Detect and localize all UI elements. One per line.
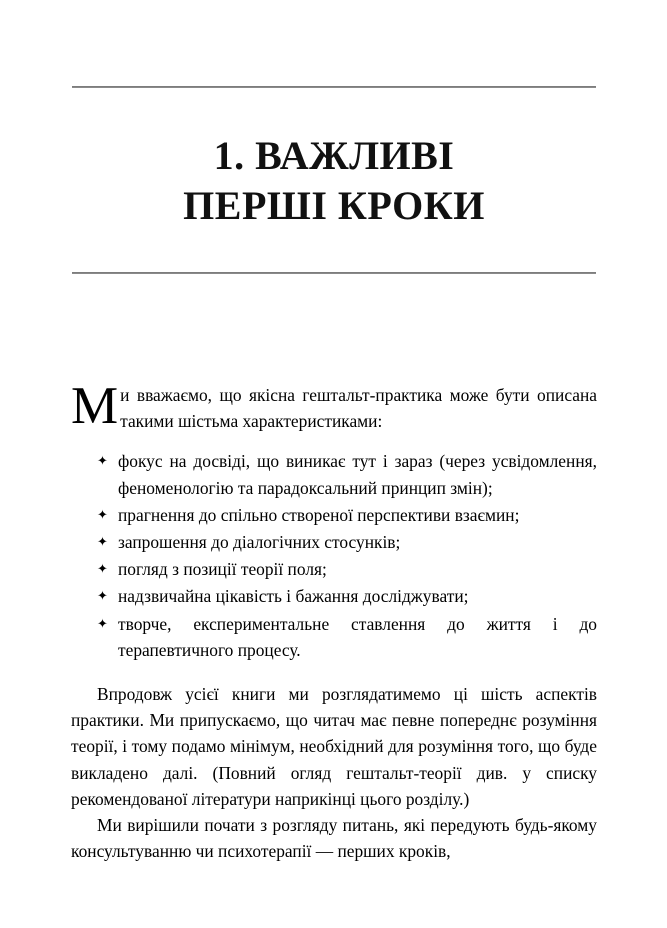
- list-item: [97, 529, 597, 555]
- bottom-rule: [72, 272, 596, 274]
- body-text-block: [71, 377, 597, 864]
- list-item-label: погляд з позиції теорії поля;: [118, 559, 327, 580]
- list-item: [97, 611, 597, 663]
- drop-cap: М: [71, 377, 119, 435]
- list-item-label: запрошення до діалогічних стосунків;: [118, 532, 401, 553]
- diamond-bullet-icon: ✦: [97, 506, 108, 522]
- chapter-title-line-2: ПЕРШІ КРОКИ: [183, 182, 485, 228]
- list-item: [97, 448, 597, 500]
- characteristics-list: [71, 448, 597, 663]
- list-item: [97, 556, 597, 582]
- top-rule: [72, 86, 596, 88]
- page-title: [72, 115, 596, 245]
- body-paragraph: Ми вирішили почати з розгляду питань, які передують будь-якому консультуванню чи психотерапії — перших кроків,: [71, 815, 597, 862]
- lead-paragraph-text: и вважаємо, що якісна гештальт-практика може бути описана такими шістьма характеристиками:: [120, 385, 597, 432]
- diamond-bullet-icon: ✦: [97, 453, 108, 469]
- list-item: [97, 583, 597, 609]
- list-item-label: творче, експериментальне ставлення до життя і до терапевтичного процесу.: [118, 613, 597, 660]
- lead-paragraph: [71, 377, 597, 435]
- list-item-label: фокус на досвіді, що виникає тут і зараз (через усвідомлення, феноменологію та парадоксальний принцип змін);: [118, 451, 597, 498]
- body-paragraph: Впродовж усієї книги ми розглядатимемо ці шість аспектів практики. Ми припускаємо, що читач має певне попереднє розуміння теорії, і тому подамо мінімум, необхідний для розуміння того, що буде викладено далі. (Повний огляд гештальт-теорії див. у списку рекомендованої літератури наприкінці цього розділу.): [71, 684, 597, 809]
- diamond-bullet-icon: ✦: [97, 615, 108, 631]
- diamond-bullet-icon: ✦: [97, 561, 108, 577]
- diamond-bullet-icon: ✦: [97, 588, 108, 604]
- chapter-heading-block: [72, 86, 596, 274]
- list-item: [97, 502, 597, 528]
- chapter-title-line-1: 1. ВАЖЛИВІ: [213, 132, 455, 178]
- list-item-label: прагнення до спільно створеної перспективи взаємин;: [118, 504, 520, 525]
- list-item-label: надзвичайна цікавість і бажання досліджувати;: [118, 586, 469, 607]
- diamond-bullet-icon: ✦: [97, 534, 108, 550]
